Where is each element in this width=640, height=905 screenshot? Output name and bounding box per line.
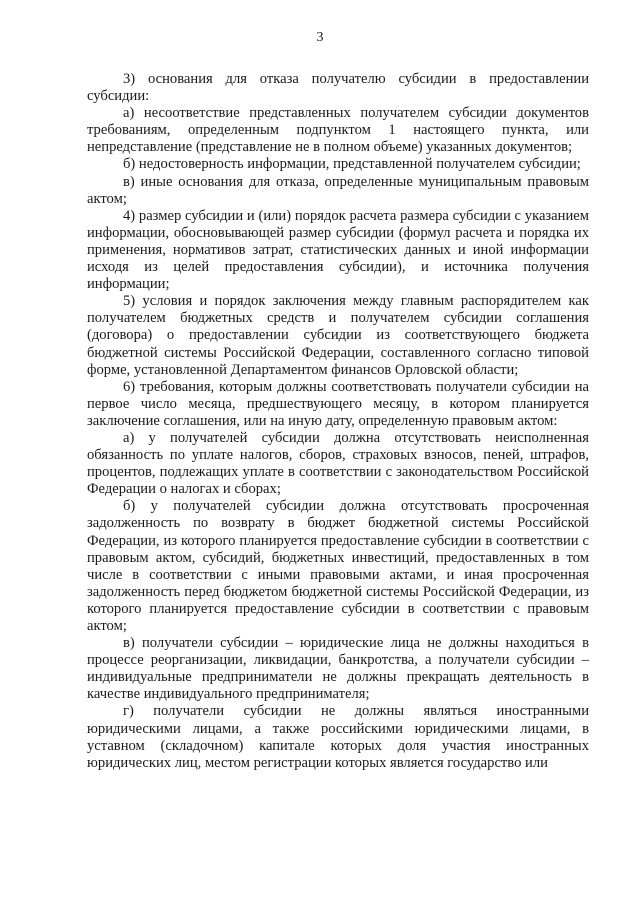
paragraph-3b-unreliable-information: б) недостоверность информации, представленной получателем субсидии; — [123, 156, 581, 173]
paragraph-6-recipient-requirements: 6) требования, которым должны соответствовать получатели субсидии на первое число месяца, предшествующего месяцу, в котором планируется заключение соглашения, или на иную дату, определенную правовым актом: — [87, 378, 589, 429]
paragraph-3a-document-mismatch: а) несоответствие представленных получателем субсидии документов требованиям, определенным подпунктом 1 настоящего пункта, или непредставление (представление не в полном объеме) указанных документов; — [87, 105, 589, 156]
document-body — [87, 71, 589, 772]
paragraph-3-refusal-grounds: 3) основания для отказа получателю субсидии в предоставлении субсидии: — [87, 71, 589, 105]
paragraph-5-agreement-terms: 5) условия и порядок заключения между главным распорядителем как получателем бюджетных средств и получателем субсидии соглашения (договора) о предоставлении субсидии из соответствующего бюджета бюджетной системы Российской Федерации, составленного согласно типовой форме, установленной Департаментом финансов Орловской области; — [87, 293, 589, 378]
paragraph-4-subsidy-size: 4) размер субсидии и (или) порядок расчета размера субсидии с указанием информации, обосновывающей размер субсидии (формул расчета и порядка их применения, нормативов затрат, статистических данных и иной информации исходя из целей предоставления субсидии), и источника получения информации; — [87, 207, 589, 293]
paragraph-6b-no-overdue-debt: б) у получателей субсидии должна отсутствовать просроченная задолженность по возврату в бюджет бюджетной системы Российской Федерации, из которого планируется предоставление субсидии в соответствии с правовым актом, субсидий, бюджетных инвестиций, предоставленных в том числе в соответствии с иными правовыми актами, и иная просроченная задолженность перед бюджетом бюджетной системы Российской Федерации, из которого планируется предоставление субсидии в соответствии с правовым актом; — [87, 498, 589, 634]
paragraph-6a-no-tax-debt: а) у получателей субсидии должна отсутствовать неисполненная обязанность по уплате налогов, сборов, страховых взносов, пеней, штрафов, процентов, подлежащих уплате в соответствии с законодательством Российской Федерации о налогах и сборах; — [87, 429, 589, 498]
paragraph-6d-not-foreign-entity: г) получатели субсидии не должны являться иностранными юридическими лицами, а также российскими юридическими лицами, в уставном (складочном) капитале которых доля участия иностранных юридических лиц, местом регистрации которых является государство или — [87, 703, 589, 771]
paragraph-6c-no-reorganization: в) получатели субсидии – юридические лица не должны находиться в процессе реорганизации, ликвидации, банкротства, а получатели субсидии – индивидуальные предприниматели не должны прекращать деятельность в качестве индивидуального предпринимателя; — [87, 635, 589, 703]
page-number: 3 — [316, 30, 324, 45]
paragraph-3c-other-grounds: в) иные основания для отказа, определенные муниципальным правовым актом; — [87, 173, 589, 207]
